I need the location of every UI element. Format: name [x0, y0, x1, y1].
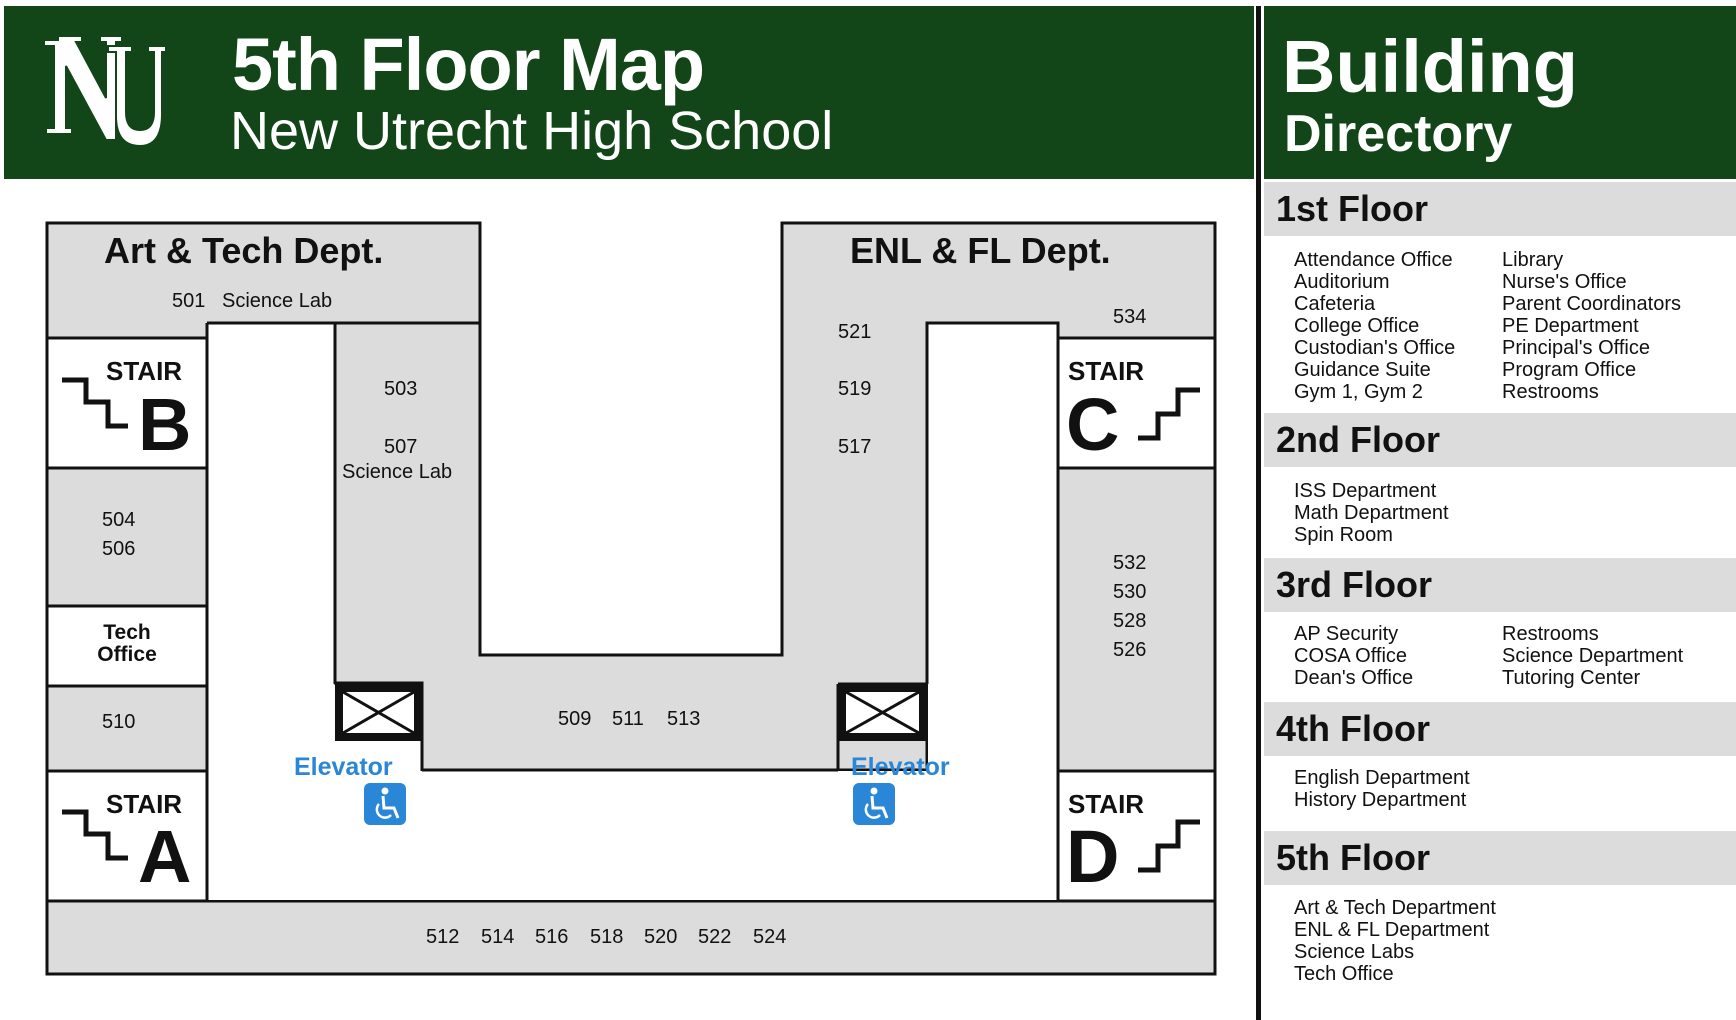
directory-entry: Dean's Office [1294, 667, 1414, 689]
enl-fl-dept-label: ENL & FL Dept. [850, 230, 1111, 271]
room-524-label: 524 [753, 926, 787, 948]
floor-5-band [1264, 831, 1736, 885]
directory-entry: Restrooms [1502, 381, 1599, 403]
directory-entry: PE Department [1502, 315, 1639, 337]
room-530-label: 530 [1113, 581, 1147, 603]
directory-entry: Spin Room [1294, 524, 1393, 546]
directory-entry: English Department [1294, 767, 1470, 789]
floor-2-band [1264, 413, 1736, 467]
elevator-shaft-right [838, 684, 927, 741]
room-521-label: 521 [838, 321, 872, 343]
map-title: 5th Floor Map [232, 23, 705, 106]
directory-entry: Program Office [1502, 359, 1637, 381]
room-507-desc: Science Lab [342, 461, 453, 483]
vertical-divider [1256, 6, 1261, 1020]
directory-entry: Tech Office [1294, 963, 1394, 985]
room-520-label: 520 [644, 926, 678, 948]
floor-4-title: 4th Floor [1276, 708, 1430, 749]
room-511-label: 511 [612, 708, 644, 730]
directory-entry: Parent Coordinators [1502, 293, 1681, 315]
floor-2-col1 [1294, 480, 1449, 546]
room-516-label: 516 [535, 926, 569, 948]
floor-3-col2 [1502, 623, 1683, 689]
directory-entry: Custodian's Office [1294, 337, 1456, 359]
floor-4-col1 [1294, 767, 1470, 811]
stair-c-word: STAIR [1068, 356, 1145, 386]
directory-entry: Auditorium [1294, 271, 1390, 293]
floor-4-band [1264, 702, 1736, 756]
room-503-label: 503 [384, 378, 418, 400]
directory-entry: Science Labs [1294, 941, 1415, 963]
accessible-icon-left [364, 783, 406, 825]
directory-entry: AP Security [1294, 623, 1399, 645]
room-501-desc: Science Lab [222, 290, 333, 312]
logo-text: NU [36, 28, 38, 29]
stair-b-letter: B [138, 383, 192, 466]
stair-d-word: STAIR [1068, 789, 1145, 819]
room-534-label: 534 [1113, 306, 1147, 328]
room-518-label: 518 [590, 926, 624, 948]
floor-2-title: 2nd Floor [1276, 419, 1440, 460]
room-504-label: 504 [102, 509, 136, 531]
directory-entry: Attendance Office [1294, 249, 1453, 271]
directory-subtitle: Directory [1284, 105, 1513, 163]
room-509-label: 509 [558, 708, 592, 730]
floor-1-band [1264, 182, 1736, 236]
floor-1-col2 [1502, 249, 1681, 403]
elevator-shaft-left [335, 684, 422, 741]
directory-entry: Library [1502, 249, 1564, 271]
accessible-icon-right [853, 783, 895, 825]
room-507-label: 507 [384, 436, 418, 458]
floor-3-band [1264, 558, 1736, 612]
directory-entry: Gym 1, Gym 2 [1294, 381, 1423, 403]
room-519-label: 519 [838, 378, 872, 400]
floor-1-title: 1st Floor [1276, 188, 1429, 229]
directory-entry: Restrooms [1502, 623, 1599, 645]
directory-entry: Tutoring Center [1502, 667, 1641, 689]
directory-entry: COSA Office [1294, 645, 1408, 667]
room-528-label: 528 [1113, 610, 1147, 632]
elevator-left-label: Elevator [294, 753, 393, 781]
floor-5-title: 5th Floor [1276, 837, 1430, 878]
art-tech-dept-label: Art & Tech Dept. [104, 230, 384, 271]
directory-entry: Nurse's Office [1502, 271, 1627, 293]
bottom-rooms-area [47, 901, 1215, 974]
floor-3-col1 [1294, 623, 1413, 689]
directory-entry: Cafeteria [1294, 293, 1376, 315]
room-513-label: 513 [667, 708, 701, 730]
room-522-label: 522 [698, 926, 732, 948]
directory-entry: Art & Tech Department [1294, 897, 1496, 919]
directory-entry: Math Department [1294, 502, 1449, 524]
room-501-label: 501 [172, 290, 206, 312]
directory-entry: Guidance Suite [1294, 359, 1431, 381]
room-510-label: 510 [102, 711, 136, 733]
stair-d-letter: D [1066, 815, 1120, 898]
stair-a-letter: A [138, 815, 192, 898]
directory-entry: ISS Department [1294, 480, 1437, 502]
room-506-label: 506 [102, 538, 136, 560]
tech-office-label: Tech Office [97, 621, 157, 666]
directory-entry: Principal's Office [1502, 337, 1650, 359]
floor-5-col1 [1294, 897, 1496, 985]
directory-entry: Science Department [1502, 645, 1684, 667]
directory-entry: ENL & FL Department [1294, 919, 1490, 941]
stair-b-word: STAIR [106, 356, 183, 386]
room-526-label: 526 [1113, 639, 1147, 661]
directory-entry: History Department [1294, 789, 1467, 811]
room-517-label: 517 [838, 436, 872, 458]
floor-3-title: 3rd Floor [1276, 564, 1433, 605]
map-subtitle: New Utrecht High School [230, 101, 834, 161]
stair-a-word: STAIR [106, 789, 183, 819]
room-504-506-area [47, 468, 207, 606]
floor-1-col1 [1294, 249, 1455, 403]
room-532-label: 532 [1113, 552, 1147, 574]
room-512-label: 512 [426, 926, 460, 948]
stair-c-letter: C [1066, 383, 1120, 466]
elevator-right-label: Elevator [851, 753, 950, 781]
room-514-label: 514 [481, 926, 515, 948]
directory-entry: College Office [1294, 315, 1420, 337]
directory-title: Building [1282, 25, 1578, 108]
